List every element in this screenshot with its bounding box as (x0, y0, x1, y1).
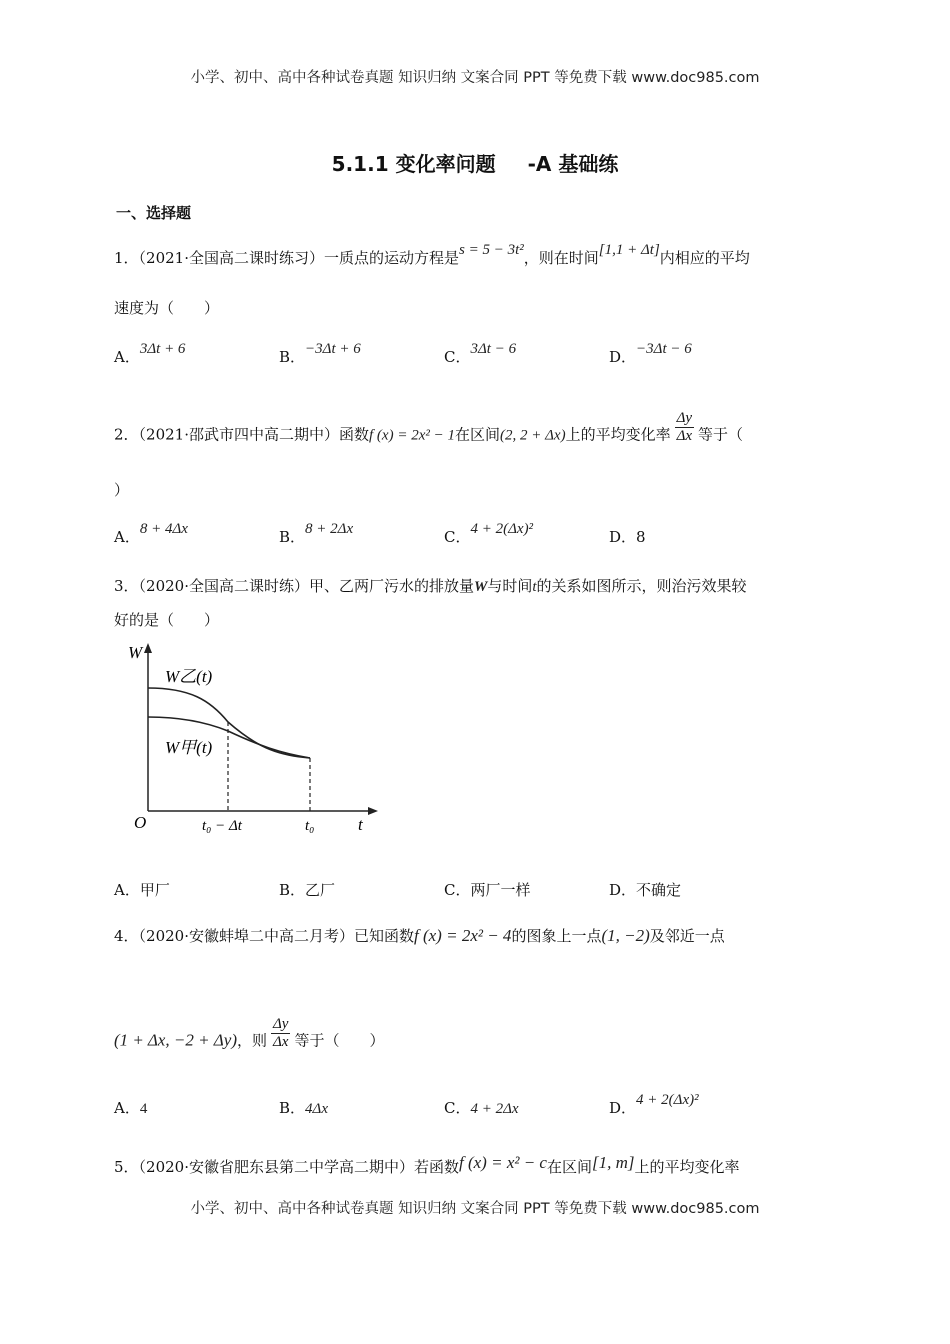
q2-option-c[interactable]: C．4 + 2(Δx)² (444, 521, 534, 546)
title-part2: -A 基础练 (527, 152, 619, 176)
tick-label-2: t₀ (305, 818, 315, 834)
tick-label-1: t₀ − Δt (202, 818, 242, 834)
q2-interval: (2, 2 + Δx) (499, 427, 566, 444)
q4-option-c[interactable]: C．4 + 2Δx (444, 1099, 519, 1117)
y-axis-arrow (144, 643, 152, 653)
q2-pre: 2．（2021·邵武市四中高二期中）函数 (114, 425, 369, 444)
q4-option-b[interactable]: B．4Δx (279, 1099, 328, 1117)
q2-tail: 等于（ (698, 425, 744, 444)
title-part1: 5.1.1 变化率问题 (331, 152, 496, 176)
q2-option-d[interactable]: D．8 (609, 528, 646, 546)
q3-option-c[interactable]: C．两厂一样 (444, 881, 531, 899)
q1-mid: ，则在时间 (523, 249, 599, 267)
question-2 (114, 410, 744, 453)
question-5: 5．（2020·安徽省肥东县第二中学高二期中）若函数f (x) = x² − c在区间[1, m]上的平均变化率 (114, 1153, 740, 1176)
question-3: 3．（2020·全国高二课时练）甲、乙两厂污水的排放量W与时间t的关系如图所示，则治污效果较 (114, 577, 747, 595)
q3-option-a[interactable]: A．甲厂 (114, 881, 170, 899)
q1-interval: [1,1 + Δt] (598, 242, 660, 258)
q3-option-d[interactable]: D．不确定 (609, 881, 682, 899)
emission-graph (110, 638, 385, 843)
q2-line2: ） (114, 481, 130, 499)
q3-option-b[interactable]: B．乙厂 (279, 881, 336, 899)
x-axis-arrow (368, 807, 378, 815)
origin-label: O (134, 813, 147, 832)
q4-line2: (1 + Δx, −2 + Δy)，则 $\frac{\Delta y}{\Delta x}$ 等于（ ） (114, 1016, 385, 1050)
q2-expr: f (x) = 2x² − 1 (369, 427, 455, 444)
q2-fraction: $\frac{\Delta y}{\Delta x}$ (676, 410, 693, 444)
question-1 (114, 242, 750, 269)
q4-option-d[interactable]: D．4 + 2(Δx)² (609, 1092, 699, 1117)
axis-label-w: W (128, 643, 143, 662)
axis-label-t: t (358, 815, 363, 834)
q1-pre: 1．（2021·全国高二课时练习）一质点的运动方程是 (114, 249, 459, 267)
curve-label-lower: W甲(t) (165, 738, 213, 757)
q2-mid: 在区间 (454, 425, 500, 444)
q1-option-b[interactable]: B．−3Δt + 6 (279, 341, 361, 366)
question-4: 4．（2020·安徽蚌埠二中高二月考）已知函数f (x) = 2x² − 4的图象上一点(1, −2)及邻近一点 (114, 926, 725, 945)
q1-option-d[interactable]: D．−3Δt − 6 (609, 341, 692, 366)
q2-option-b[interactable]: B．8 + 2Δx (279, 521, 354, 546)
q3-line2: 好的是（ ） (114, 611, 220, 629)
q1-option-c[interactable]: C．3Δt − 6 (444, 341, 517, 366)
q4-option-a[interactable]: A．4 (114, 1099, 148, 1117)
section-heading: 一、选择题 (116, 204, 192, 222)
q1-post: 内相应的平均 (659, 249, 750, 267)
q2-option-a[interactable]: A．8 + 4Δx (114, 521, 188, 546)
page-title (0, 148, 950, 177)
curve-label-upper: W乙(t) (165, 667, 213, 686)
q1-option-a[interactable]: A．3Δt + 6 (114, 341, 186, 366)
q1-line2: 速度为（ ） (114, 299, 220, 317)
q4-fraction: $\frac{\Delta y}{\Delta x}$ (273, 1016, 289, 1050)
q1-expr: s = 5 − 3t² (459, 242, 524, 258)
page-header: 小学、初中、高中各种试卷真题 知识归纳 文案合同 PPT 等免费下载 www.doc985.com (190, 70, 760, 86)
page-footer: 小学、初中、高中各种试卷真题 知识归纳 文案合同 PPT 等免费下载 www.doc985.com (190, 1201, 760, 1217)
q2-post: 上的平均变化率 (565, 425, 671, 444)
